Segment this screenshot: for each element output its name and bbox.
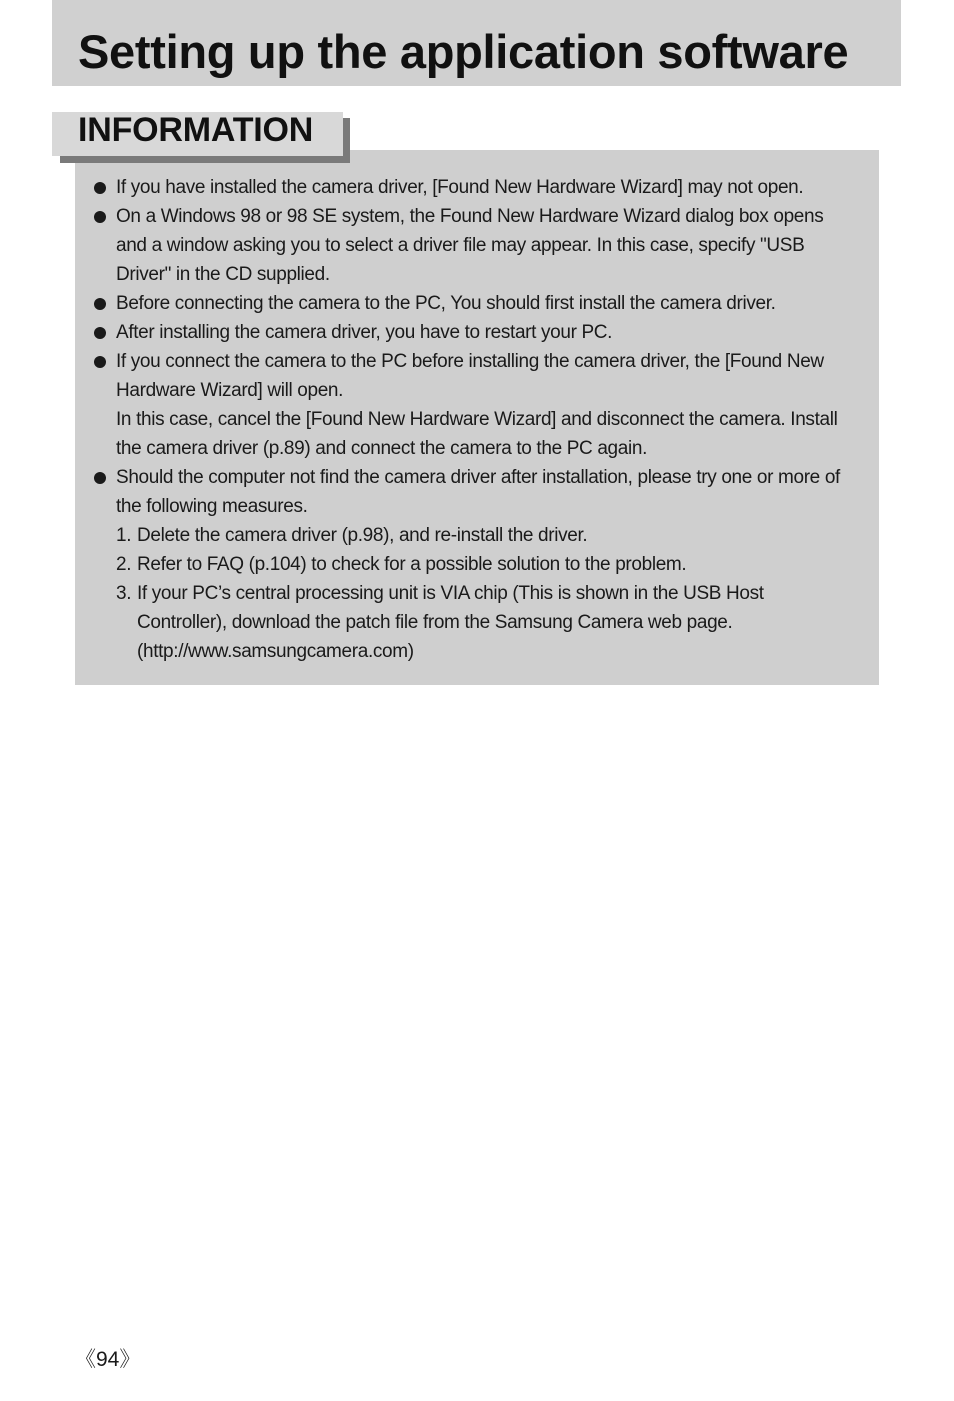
item-text: Before connecting the camera to the PC, You should first install the camera driver. [116,293,776,314]
list-item [94,202,874,289]
item-text: and a window asking you to select a driver file may appear. In this case, specify "USB [116,235,805,256]
item-text: After installing the camera driver, you have to restart your PC. [116,322,613,343]
bullet-icon [94,211,106,223]
item-text: the following measures. [116,496,308,517]
step-text: Refer to FAQ (p.104) to check for a possible solution to the problem. [137,554,687,575]
bullet-icon [94,472,106,484]
step-item [116,579,874,666]
page-title: Setting up the application software [78,25,849,78]
item-text: If you connect the camera to the PC before installing the camera driver, the [Found New [116,351,824,372]
item-text: Hardware Wizard] will open. [116,380,344,401]
bullet-icon [94,327,106,339]
bullet-icon [94,356,106,368]
list-item [94,289,874,318]
list-item [94,463,874,666]
information-heading: INFORMATION [78,111,314,149]
list-item [94,347,874,463]
step-number: 1. [116,525,132,546]
information-list [94,173,874,666]
item-text: If you have installed the camera driver, [Found New Hardware Wizard] may not open. [116,177,804,198]
bullet-icon [94,182,106,194]
item-text: the camera driver (p.89) and connect the camera to the PC again. [116,438,648,459]
step-number: 3. [116,583,132,604]
bullet-icon [94,298,106,310]
page-number: 《94》 [75,1348,141,1371]
item-text: On a Windows 98 or 98 SE system, the Found New Hardware Wizard dialog box opens [116,206,824,227]
step-item [116,521,874,550]
step-item [116,550,874,579]
item-text: Driver" in the CD supplied. [116,264,330,285]
item-text: Should the computer not find the camera driver after installation, please try one or more of [116,467,840,488]
step-text: Controller), download the patch file from the Samsung Camera web page. [137,612,733,633]
list-item [94,173,874,202]
item-text: In this case, cancel the [Found New Hardware Wizard] and disconnect the camera. Install [116,409,838,430]
step-text: Delete the camera driver (p.98), and re-install the driver. [137,525,588,546]
step-link-text: (http://www.samsungcamera.com) [137,641,414,662]
step-text: If your PC’s central processing unit is VIA chip (This is shown in the USB Host [137,583,764,604]
step-number: 2. [116,554,132,575]
list-item [94,318,874,347]
